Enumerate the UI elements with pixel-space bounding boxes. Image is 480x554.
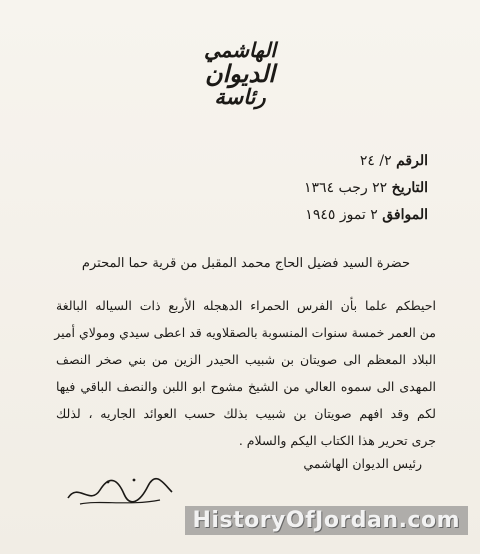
letterhead-line-3: رئاسة xyxy=(214,84,266,110)
body-line: المهدى الى سموه العالي من الشيخ مشوح ابو اللبن والنصف الباقي فيها xyxy=(56,379,436,394)
gregorian-date-row xyxy=(168,202,428,229)
body-line: جرى تحرير هذا الكتاب اليكم والسلام . xyxy=(238,433,436,448)
recipient-address: حضرة السيد فضيل الحاج محمد المقبل من قرية حما المحترم xyxy=(81,256,410,271)
document-meta xyxy=(168,148,428,229)
letterhead-line-2: الديوان xyxy=(205,59,275,88)
body-line: احيطكم علما بأن الفرس الحمراء الدهجله الأربع ذات السياله البالغة xyxy=(56,298,436,313)
hijri-date-row xyxy=(168,175,428,202)
reference-label: الرقم xyxy=(396,153,428,169)
watermark: HistoryOfJordan.com xyxy=(185,506,468,535)
body-line: لكم وقد افهم صويتان بن شبيب بذلك حسب العوائد الجاريه ، لذلك xyxy=(56,406,436,421)
reference-value: ٢/ ٢٤ xyxy=(359,153,392,169)
letterhead xyxy=(0,40,480,108)
gregorian-date-label: الموافق xyxy=(382,207,428,223)
handwritten-signature xyxy=(60,472,180,512)
body-line: البلاد المعظم الى صويتان بن شبيب الحيدر الزين من بني صخر النصف xyxy=(56,352,436,367)
letter-body xyxy=(56,292,436,454)
hijri-date-label: التاريخ xyxy=(391,180,428,196)
hijri-date-value: ٢٢ رجب ١٣٦٤ xyxy=(304,180,388,196)
signature-title: رئيس الديوان الهاشمي xyxy=(303,456,422,471)
letterhead-line-1: الهاشمي xyxy=(204,38,276,62)
body-line: من العمر خمسة سنوات المنسوبة بالصقلاويه قد اعطى سيدي ومولاي أمير xyxy=(54,325,436,340)
reference-number-row xyxy=(168,148,428,175)
gregorian-date-value: ٢ تموز ١٩٤٥ xyxy=(305,207,378,223)
